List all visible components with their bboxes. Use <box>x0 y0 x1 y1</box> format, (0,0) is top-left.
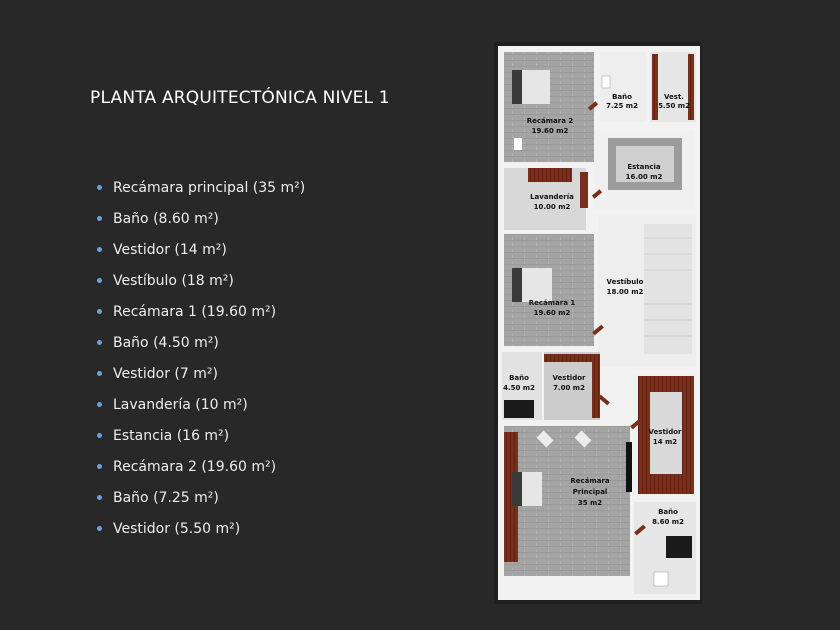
plan-label-lavanderia-area: 10.00 m2 <box>533 203 571 211</box>
bed-headboard-icon <box>512 70 522 104</box>
nightstand-icon <box>514 138 522 150</box>
plan-label-lavanderia-name: Lavandería <box>530 193 574 201</box>
toilet-icon <box>602 76 610 88</box>
plan-label-vestidor-mid-area: 7.00 m2 <box>553 384 585 392</box>
list-item-text: Estancia (16 m²) <box>113 428 230 444</box>
toilet-icon <box>654 572 668 586</box>
plan-label-bano-bottom-area: 8.60 m2 <box>652 518 684 526</box>
plan-label-recamara2-name: Recámara 2 <box>526 117 574 125</box>
list-item <box>96 395 305 426</box>
plan-label-bano-top-area: 7.25 m2 <box>606 102 638 110</box>
plan-label-vestibulo-area: 18.00 m2 <box>606 288 644 296</box>
bullet-icon <box>97 464 102 469</box>
closet-wood <box>688 54 694 120</box>
plan-label-bano-top-name: Baño <box>612 93 632 101</box>
list-item <box>96 364 305 395</box>
plan-label-estancia-area: 16.00 m2 <box>625 173 663 181</box>
plan-label-recamara-principal-line1: Recámara <box>570 477 610 485</box>
bullet-icon <box>97 309 102 314</box>
shower-icon <box>666 536 692 558</box>
plan-label-estancia-name: Estancia <box>627 163 661 171</box>
bullet-icon <box>97 495 102 500</box>
closet-wood <box>544 354 600 362</box>
stairs-icon <box>644 224 692 354</box>
plan-label-vestidor-right-area: 14 m2 <box>652 438 678 446</box>
tv-icon <box>626 442 632 492</box>
bullet-icon <box>97 340 102 345</box>
list-item <box>96 209 305 240</box>
list-item <box>96 426 305 457</box>
plan-label-recamara1-area: 19.60 m2 <box>533 309 571 317</box>
plan-label-vestibulo-name: Vestíbulo <box>606 278 644 286</box>
cabinet-wood <box>528 168 572 182</box>
bullet-icon <box>97 371 102 376</box>
list-item-text: Recámara 1 (19.60 m²) <box>113 304 277 320</box>
bullet-icon <box>97 526 102 531</box>
bullet-icon <box>97 278 102 283</box>
plan-label-recamara-principal-line2: Principal <box>572 488 608 496</box>
bullet-icon <box>97 247 102 252</box>
door-icon <box>580 172 588 208</box>
list-item <box>96 457 305 488</box>
plan-label-vestidor-mid-name: Vestidor <box>552 374 586 382</box>
floor-plan-drawing <box>494 42 702 604</box>
list-item <box>96 519 305 550</box>
floor-plan <box>494 42 702 604</box>
slide-title: PLANTA ARQUITECTÓNICA NIVEL 1 <box>90 88 390 108</box>
list-item <box>96 271 305 302</box>
bullet-icon <box>97 433 102 438</box>
list-item-text: Vestidor (7 m²) <box>113 366 218 382</box>
plan-label-bano-mid-area: 4.50 m2 <box>503 384 535 392</box>
list-item-text: Recámara 2 (19.60 m²) <box>113 459 277 475</box>
plan-label-recamara1-name: Recámara 1 <box>528 299 576 307</box>
plan-label-vest-top-name: Vest. <box>664 93 684 101</box>
list-item <box>96 240 305 271</box>
list-item-text: Baño (8.60 m²) <box>113 211 219 227</box>
closet-wood <box>592 354 600 418</box>
list-item-text: Lavandería (10 m²) <box>113 397 248 413</box>
list-item <box>96 178 305 209</box>
list-item-text: Baño (7.25 m²) <box>113 490 219 506</box>
list-item-text: Baño (4.50 m²) <box>113 335 219 351</box>
plan-label-vestidor-right-name: Vestidor <box>648 428 682 436</box>
shower-icon <box>504 400 534 418</box>
list-item <box>96 333 305 364</box>
list-item-text: Vestíbulo (18 m²) <box>113 273 234 289</box>
bullet-icon <box>97 185 102 190</box>
list-item <box>96 488 305 519</box>
bullet-icon <box>97 402 102 407</box>
plan-label-bano-bottom-name: Baño <box>658 508 678 516</box>
bed-headboard-icon <box>512 268 522 302</box>
bullet-icon <box>97 216 102 221</box>
plan-label-bano-mid-name: Baño <box>509 374 529 382</box>
list-item-text: Vestidor (5.50 m²) <box>113 521 241 537</box>
plan-label-recamara2-area: 19.60 m2 <box>531 127 569 135</box>
room-list <box>96 178 305 550</box>
plan-label-recamara-principal-area: 35 m2 <box>577 499 603 507</box>
closet-wood <box>652 54 658 120</box>
list-item-text: Recámara principal (35 m²) <box>113 180 306 196</box>
list-item <box>96 302 305 333</box>
list-item-text: Vestidor (14 m²) <box>113 242 227 258</box>
bed-headboard-icon <box>512 472 522 506</box>
plan-label-vest-top-area: 5.50 m2 <box>658 102 690 110</box>
